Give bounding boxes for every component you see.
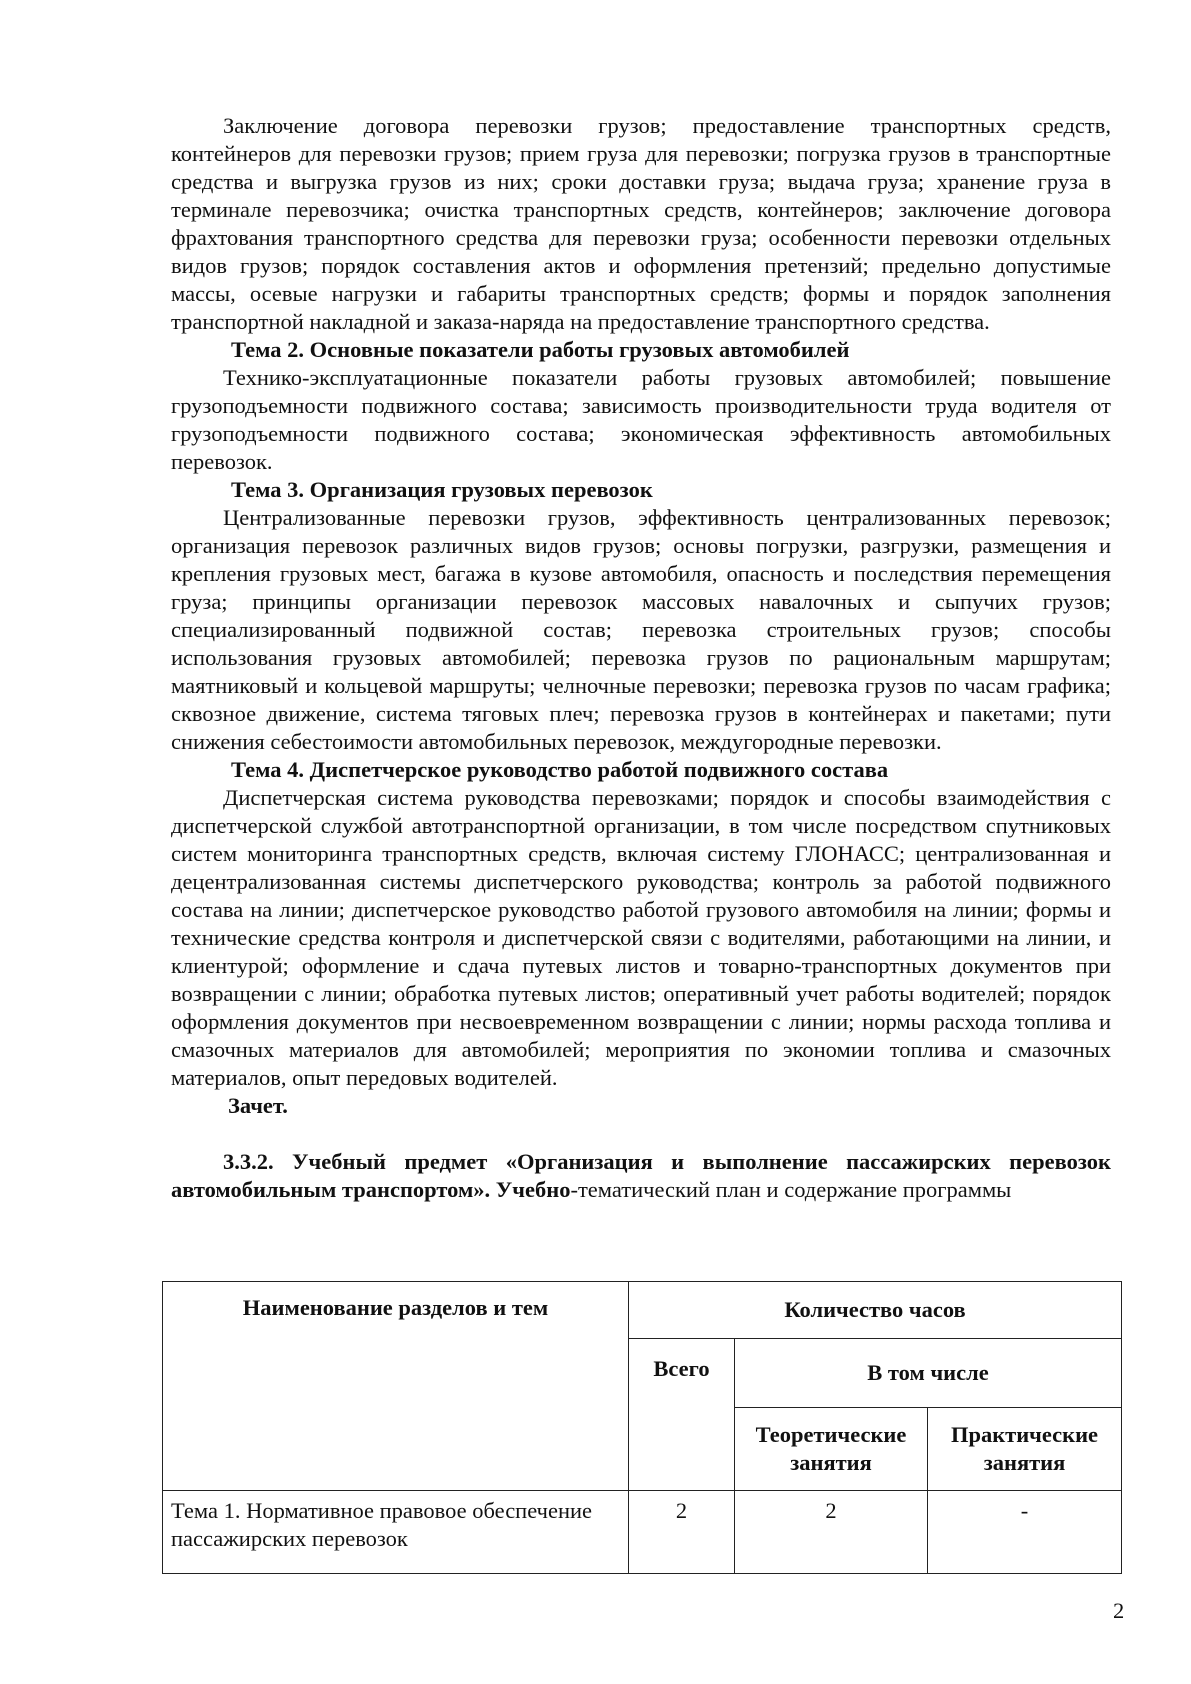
subject-heading-bold: 3.3.2. Учебный предмет «Организация и выполнение пассажирских перевозок автомобильным транспортом». Учебно xyxy=(171,1149,1111,1202)
header-section-names: Наименование разделов и тем xyxy=(163,1282,629,1491)
subject-heading-normal: -тематический план и содержание программы xyxy=(570,1177,1012,1202)
header-hours: Количество часов xyxy=(629,1282,1122,1339)
credit-label: Зачет. xyxy=(228,1093,288,1118)
topic-3-title: Тема 3. Организация грузовых перевозок xyxy=(231,477,653,502)
topic-4-title: Тема 4. Диспетчерское руководство работой подвижного состава xyxy=(231,757,889,782)
subject-heading xyxy=(171,1148,1111,1204)
row-theory-hours: 2 xyxy=(735,1491,928,1574)
document-page xyxy=(171,112,1111,1204)
topic-4-body: Диспетчерская система руководства перевозками; порядок и способы взаимодействия с диспетчерской службой автотранспортной организации, в том числе посредством спутниковых систем мониторинга транспортных средств, включая систему ГЛОНАСС; централизованная и децентрализованная системы диспетчерского руководства; контроль за работой подвижного состава на линии; диспетчерское руководство работой грузового автомобиля на линии; формы и технические средства контроля и диспетчерской связи с водителями, работающими на линии, и клиентурой; оформление и сдача путевых листов и товарно-транспортных документов при возвращении с линии; обработка путевых листов; оперативный учет работы водителей; порядок оформления документов при несвоевременном возвращении с линии; нормы расхода топлива и смазочных материалов для автомобилей; мероприятия по экономии топлива и смазочных материалов, опыт передовых водителей. xyxy=(171,785,1111,1090)
header-total: Всего xyxy=(629,1339,735,1491)
table-row xyxy=(163,1491,1122,1574)
header-practice: Практические занятия xyxy=(928,1408,1122,1491)
row-practice-hours: - xyxy=(928,1491,1122,1574)
intro-paragraph: Заключение договора перевозки грузов; предоставление транспортных средств, контейнеров для перевозки грузов; прием груза для перевозки; погрузка грузов в транспортные средства и выгрузка грузов из них; сроки доставки груза; выдача груза; хранение груза в терминале перевозчика; очистка транспортных средств, контейнеров; заключение договора фрахтования транспортного средства для перевозки груза; особенности перевозки отдельных видов грузов; порядок составления актов и оформления претензий; предельно допустимые массы, осевые нагрузки и габариты транспортных средств; формы и порядок заполнения транспортной накладной и заказа-наряда на предоставление транспортного средства. xyxy=(171,113,1111,334)
topic-2-title: Тема 2. Основные показатели работы грузовых автомобилей xyxy=(231,337,850,362)
row-topic-name: Тема 1. Нормативное правовое обеспечение пассажирских перевозок xyxy=(163,1491,629,1574)
page-number: 2 xyxy=(1113,1598,1125,1623)
topic-3-body: Централизованные перевозки грузов, эффективность централизованных перевозок; организация перевозок различных видов грузов; основы погрузки, разгрузки, размещения и крепления грузовых мест, багажа в кузове автомобиля, опасность и последствия перемещения груза; принципы организации перевозок массовых навалочных и сыпучих грузов; специализированный подвижной состав; перевозка строительных грузов; способы использования грузовых автомобилей; перевозка грузов по рациональным маршрутам; маятниковый и кольцевой маршруты; челночные перевозки; перевозка грузов по часам графика; сквозное движение, система тяговых плеч; перевозка грузов в контейнерах и пакетами; пути снижения себестоимости автомобильных перевозок, междугородные перевозки. xyxy=(171,505,1111,754)
curriculum-table xyxy=(162,1281,1122,1574)
header-theory: Теоретические занятия xyxy=(735,1408,928,1491)
header-including: В том числе xyxy=(735,1339,1122,1408)
row-total-hours: 2 xyxy=(629,1491,735,1574)
topic-2-body: Технико-эксплуатационные показатели работы грузовых автомобилей; повышение грузоподъемности подвижного состава; зависимость производительности труда водителя от грузоподъемности подвижного состава; экономическая эффективность автомобильных перевозок. xyxy=(171,365,1111,474)
